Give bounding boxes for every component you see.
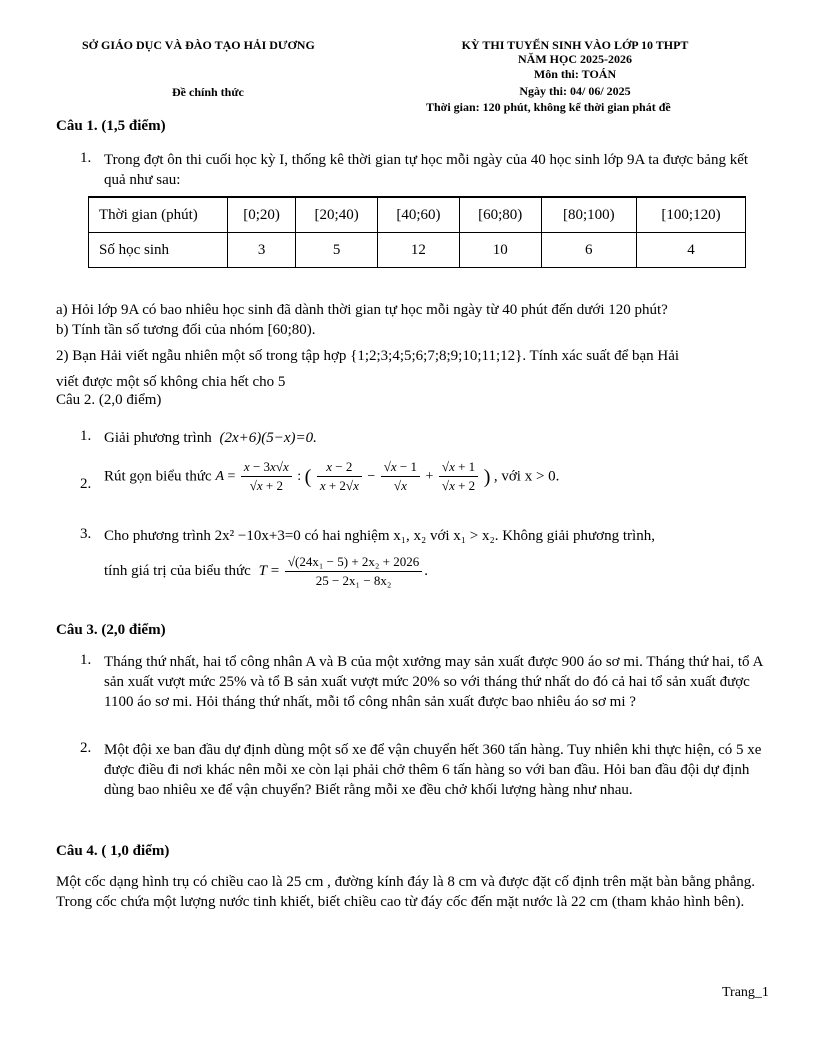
q2-item-1-number: 1. bbox=[80, 428, 92, 444]
q1-item-2-line-2: viết được một số không chia hết cho 5 bbox=[56, 374, 286, 390]
q2-item-1 bbox=[104, 428, 317, 448]
exam-title: KỲ THI TUYỂN SINH VÀO LỚP 10 THPT bbox=[461, 38, 689, 52]
q1-item-2-line-1: 2) Bạn Hải viết ngẫu nhiên một số trong tập hợp {1;2;3;4;5;6;7;8;9;10;11;12}. Tính xác suất để bạn Hải bbox=[56, 348, 680, 364]
table-cell: [20;40) bbox=[296, 197, 378, 233]
question-4-title: Câu 4. ( 1,0 điểm) bbox=[56, 843, 170, 859]
expression-T-numerator: √(24x₁ − 5) + 2x₂ + 2026 bbox=[285, 553, 422, 572]
table-cell: 12 bbox=[378, 233, 460, 268]
table-cell: 10 bbox=[459, 233, 541, 268]
q2-item-1-text: Giải phương trình bbox=[104, 430, 212, 446]
q2-item-2-number: 2. bbox=[80, 476, 92, 492]
q4-text: Một cốc dạng hình trụ có chiều cao là 25 cm , đường kính đáy là 8 cm và được đặt cố định trên mặt bàn bằng phẳng. Trong cốc chứa một lượng nước tinh khiết, biết chiều cao từ đáy cốc đến mặt nước là 22 cm (tham khảo hình bên). bbox=[56, 874, 756, 910]
question-3-title: Câu 3. (2,0 điểm) bbox=[56, 622, 166, 638]
q3-item-2-text: Một đội xe ban đầu dự định dùng một số xe để vận chuyển hết 360 tấn hàng. Tuy nhiên khi thực hiện, có 5 xe được điều đi nơi khác nên mỗi xe còn lại phải chở thêm 6 tấn hàng so với ban đầu. Hỏi ban đầu đội dự định dùng bao nhiêu xe để vận chuyển? Biết rằng mỗi xe đều chở khối lượng hàng như nhau. bbox=[104, 742, 762, 798]
official-label: Đề chính thức bbox=[172, 85, 244, 99]
table-row bbox=[89, 233, 746, 268]
table-cell: [80;100) bbox=[541, 197, 636, 233]
table-cell: [0;20) bbox=[228, 197, 296, 233]
table-cell: [100;120) bbox=[636, 197, 745, 233]
exam-date: Ngày thi: 04/ 06/ 2025 bbox=[519, 84, 631, 98]
q2-item-3-text: tính giá trị của biểu thức bbox=[104, 563, 251, 579]
table-cell: Số học sinh bbox=[89, 233, 228, 268]
q3-item-1-number: 1. bbox=[80, 652, 92, 668]
q2-item-2-condition: , với x > 0. bbox=[493, 468, 560, 485]
subject: Môn thi: TOÁN bbox=[533, 67, 617, 81]
expression-T-denominator: 25 − 2x₁ − 8x₂ bbox=[315, 573, 392, 588]
frequency-table bbox=[88, 196, 746, 268]
q2-item-3-number: 3. bbox=[80, 526, 92, 542]
question-1-title: Câu 1. (1,5 điểm) bbox=[56, 118, 166, 134]
table-cell: 3 bbox=[228, 233, 296, 268]
q2-item-3-line-2: tính giá trị của biểu thức T = $\frac{\text{√(24x₁ − 5) + 2x₂ + 2026}}{\text{25 − 2x₁ − 8x₂}}$ . bbox=[104, 554, 429, 588]
table-cell: 6 bbox=[541, 233, 636, 268]
q2-item-3-line-1: Cho phương trình 2x² −10x+3=0 có hai nghiệm x₁, x₂ với x₁ > x₂. Không giải phương trình, bbox=[104, 528, 655, 544]
q1-part-b: b) Tính tần số tương đối của nhóm [60;80). bbox=[56, 322, 316, 338]
table-cell: [40;60) bbox=[378, 197, 460, 233]
expression-A: A = $\frac{x - 3x√x}{√x + 2}$ : ( $\frac{x - 2}{x + 2√x}$ − $\frac{√x - 1}{√x}$ + $\frac{√x + 1}{√x + 2}$ ) bbox=[215, 459, 491, 493]
table-cell: Thời gian (phút) bbox=[89, 197, 228, 233]
q3-item-2-number: 2. bbox=[80, 740, 92, 756]
q2-item-1-equation: (2x+6)(5−x)=0. bbox=[219, 430, 317, 446]
q2-item-2 bbox=[104, 458, 559, 495]
table-cell: [60;80) bbox=[459, 197, 541, 233]
school-year: NĂM HỌC 2025-2026 bbox=[518, 52, 632, 66]
q2-item-2-text: Rút gọn biểu thức bbox=[104, 468, 212, 485]
exam-duration: Thời gian: 120 phút, không kể thời gian phát đề bbox=[426, 100, 671, 114]
q1-item-1-number: 1. bbox=[80, 150, 92, 166]
table-cell: 5 bbox=[296, 233, 378, 268]
page-number: Trang_1 bbox=[722, 985, 769, 1000]
department-name: SỞ GIÁO DỤC VÀ ĐÀO TẠO HẢI DƯƠNG bbox=[82, 38, 315, 52]
q1-part-a: a) Hỏi lớp 9A có bao nhiêu học sinh đã dành thời gian tự học mỗi ngày từ 40 phút đến dưới 120 phút? bbox=[56, 302, 668, 318]
q3-item-1-text: Tháng thứ nhất, hai tổ công nhân A và B của một xưởng may sản xuất được 900 áo sơ mi. Tháng thứ hai, tổ A sản xuất vượt mức 25% và tổ B sản xuất vượt mức 20% so với tháng thứ nhất do đó cả hai tổ sản xuất được 1100 áo sơ mi. Hỏi tháng thứ nhất, mỗi tổ công nhân sản xuất được bao nhiêu áo sơ mi ? bbox=[104, 654, 763, 710]
table-cell: 4 bbox=[636, 233, 745, 268]
table-row bbox=[89, 197, 746, 233]
q1-item-1-text: Trong đợt ôn thi cuối học kỳ I, thống kê thời gian tự học mỗi ngày của 40 học sinh lớp 9A ta được bảng kết quả như sau: bbox=[104, 152, 749, 188]
question-2-title: Câu 2. (2,0 điểm) bbox=[56, 392, 162, 408]
